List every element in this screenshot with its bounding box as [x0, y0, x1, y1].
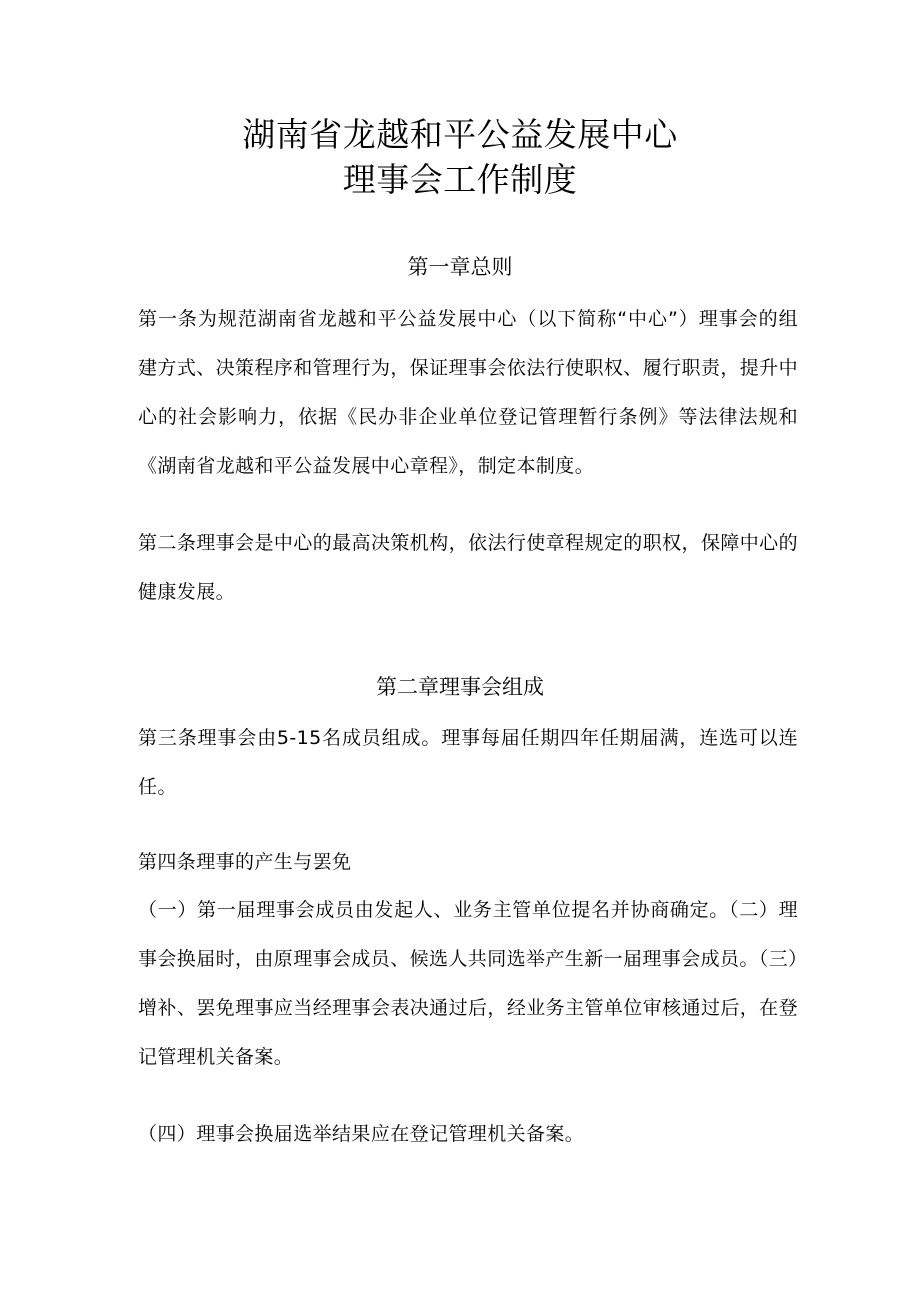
article-4-heading: 第四条理事的产生与罢免 — [138, 851, 352, 873]
document-title-line1: 湖南省龙越和平公益发展中心 — [242, 115, 678, 154]
article-2: 第二条理事会是中心的最高决策机构，依法行使章程规定的职权，保障中心的健康发展。 — [138, 532, 798, 603]
article-4-items-1-3: （一）第一届理事会成员由发起人、业务主管单位提名并协商确定。（二）理事会换届时，由原理事会成员、候选人共同选举产生新一届理事会成员。（三）增补、罢免理事应当经理事会表决通过后，经业务主管单位审核通过后，在登记管理机关备案。 — [138, 899, 799, 1068]
document-title-line2: 理事会工作制度 — [342, 160, 578, 199]
chapter-1-heading: 第一章总则 — [407, 255, 513, 279]
article-3: 第三条理事会由5-15名成员组成。理事每届任期四年任期届满，连选可以连任。 — [138, 727, 798, 798]
article-4-item-4: （四）理事会换届选举结果应在登记管理机关备案。 — [138, 1123, 585, 1145]
chapter-2-heading: 第二章理事会组成 — [376, 675, 544, 699]
article-1: 第一条为规范湖南省龙越和平公益发展中心（以下简称“中心”）理事会的组建方式、决策程序和管理行为，保证理事会依法行使职权、履行职责，提升中心的社会影响力，依据《民办非企业单位登记管理暂行条例》等法律法规和《湖南省龙越和平公益发展中心章程》，制定本制度。 — [138, 308, 798, 477]
